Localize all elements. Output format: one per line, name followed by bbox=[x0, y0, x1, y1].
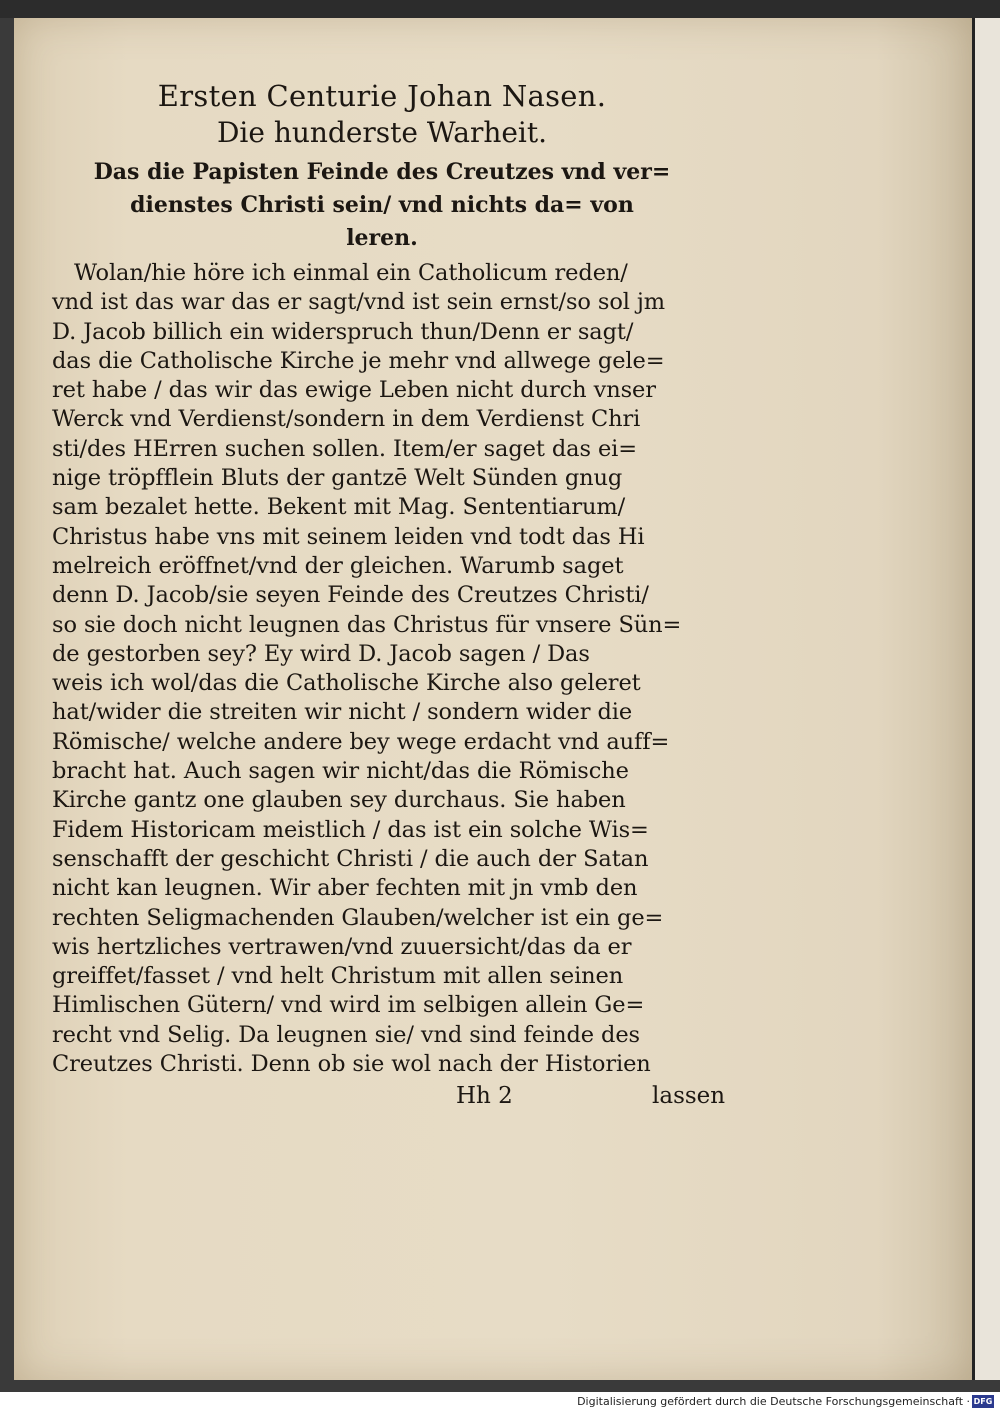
page-right-margin bbox=[972, 18, 1000, 1380]
signature-mark: Hh 2 bbox=[456, 1083, 513, 1110]
text-line: ret habe / das wir das ewige Leben nicht durch vnser bbox=[52, 377, 656, 404]
text-line: denn D. Jacob/sie seyen Feinde des Creutzes Christi/ bbox=[52, 582, 649, 609]
text-line: greiffet/fasset / vnd helt Christum mit allen seinen bbox=[52, 963, 624, 990]
credit-bar bbox=[0, 1392, 1000, 1412]
text-line: hat/wider die streiten wir nicht / sondern wider die bbox=[52, 699, 633, 726]
text-line: nige tröpfflein Bluts der gantzē Welt Sünden gnug bbox=[52, 465, 623, 492]
text-line: Creutzes Christi. Denn ob sie wol nach der Historien bbox=[52, 1051, 651, 1078]
text-line: nicht kan leugnen. Wir aber fechten mit jn vmb den bbox=[52, 875, 638, 902]
page-text-block bbox=[52, 78, 726, 1113]
text-line: D. Jacob billich ein widerspruch thun/Denn er sagt/ bbox=[52, 318, 634, 345]
dfg-logo-icon: DFG bbox=[973, 1397, 993, 1406]
text-line: melreich eröffnet/vnd der gleichen. Warumb saget bbox=[52, 552, 624, 579]
funding-credit: Digitalisierung gefördert durch die Deutsche Forschungsgemeinschaft · bbox=[577, 1395, 970, 1408]
chapter-subtitle: Das die Papisten Feinde des Creutzes vnd ver= dienstes Christi sein/ vnd nichts da= von leren. bbox=[93, 159, 671, 251]
text-line: bracht hat. Auch sagen wir nicht/das die Römische bbox=[52, 758, 629, 785]
catchword: lassen bbox=[652, 1083, 726, 1110]
text-line: das die Catholische Kirche je mehr vnd allwege gele= bbox=[52, 347, 665, 374]
page-footer bbox=[52, 1079, 726, 1113]
text-line: sam bezalet hette. Bekent mit Mag. Sententiarum/ bbox=[52, 494, 626, 521]
text-line: Christus habe vns mit seinem leiden vnd todt das Hi bbox=[52, 523, 645, 550]
scan-top-edge bbox=[0, 0, 1000, 18]
text-line: Fidem Historicam meistlich / das ist ein solche Wis= bbox=[52, 816, 649, 843]
chapter-title: Die hunderste Warheit. bbox=[216, 116, 548, 149]
text-line: wis hertzliches vertrawen/vnd zuuersicht/das da er bbox=[52, 933, 632, 960]
text-line: weis ich wol/das die Catholische Kirche also geleret bbox=[52, 670, 641, 697]
body-text bbox=[52, 259, 712, 1079]
text-line: recht vnd Selig. Da leugnen sie/ vnd sind feinde des bbox=[52, 1021, 641, 1048]
text-line: Wolan/hie höre ich einmal ein Catholicum reden/ bbox=[74, 260, 628, 286]
text-line: vnd ist das war das er sagt/vnd ist sein ernst/so sol jm bbox=[52, 289, 666, 316]
running-head: Ersten Centurie Johan Nasen. bbox=[157, 79, 607, 113]
text-line: Himlischen Gütern/ vnd wird im selbigen allein Ge= bbox=[52, 992, 645, 1019]
text-line: Kirche gantz one glauben sey durchaus. Sie haben bbox=[52, 787, 626, 814]
text-line: sti/des HErren suchen sollen. Item/er saget das ei= bbox=[52, 435, 638, 462]
text-line: rechten Seligmachenden Glauben/welcher ist ein ge= bbox=[52, 904, 664, 931]
text-line: de gestorben sey? Ey wird D. Jacob sagen / Das bbox=[52, 640, 590, 667]
text-line: Römische/ welche andere bey wege erdacht vnd auff= bbox=[52, 728, 670, 755]
text-line: Werck vnd Verdienst/sondern in dem Verdienst Chri bbox=[52, 406, 641, 433]
text-line: so sie doch nicht leugnen das Christus für vnsere Sün= bbox=[52, 611, 682, 638]
text-line: senschafft der geschicht Christi / die auch der Satan bbox=[52, 845, 649, 872]
